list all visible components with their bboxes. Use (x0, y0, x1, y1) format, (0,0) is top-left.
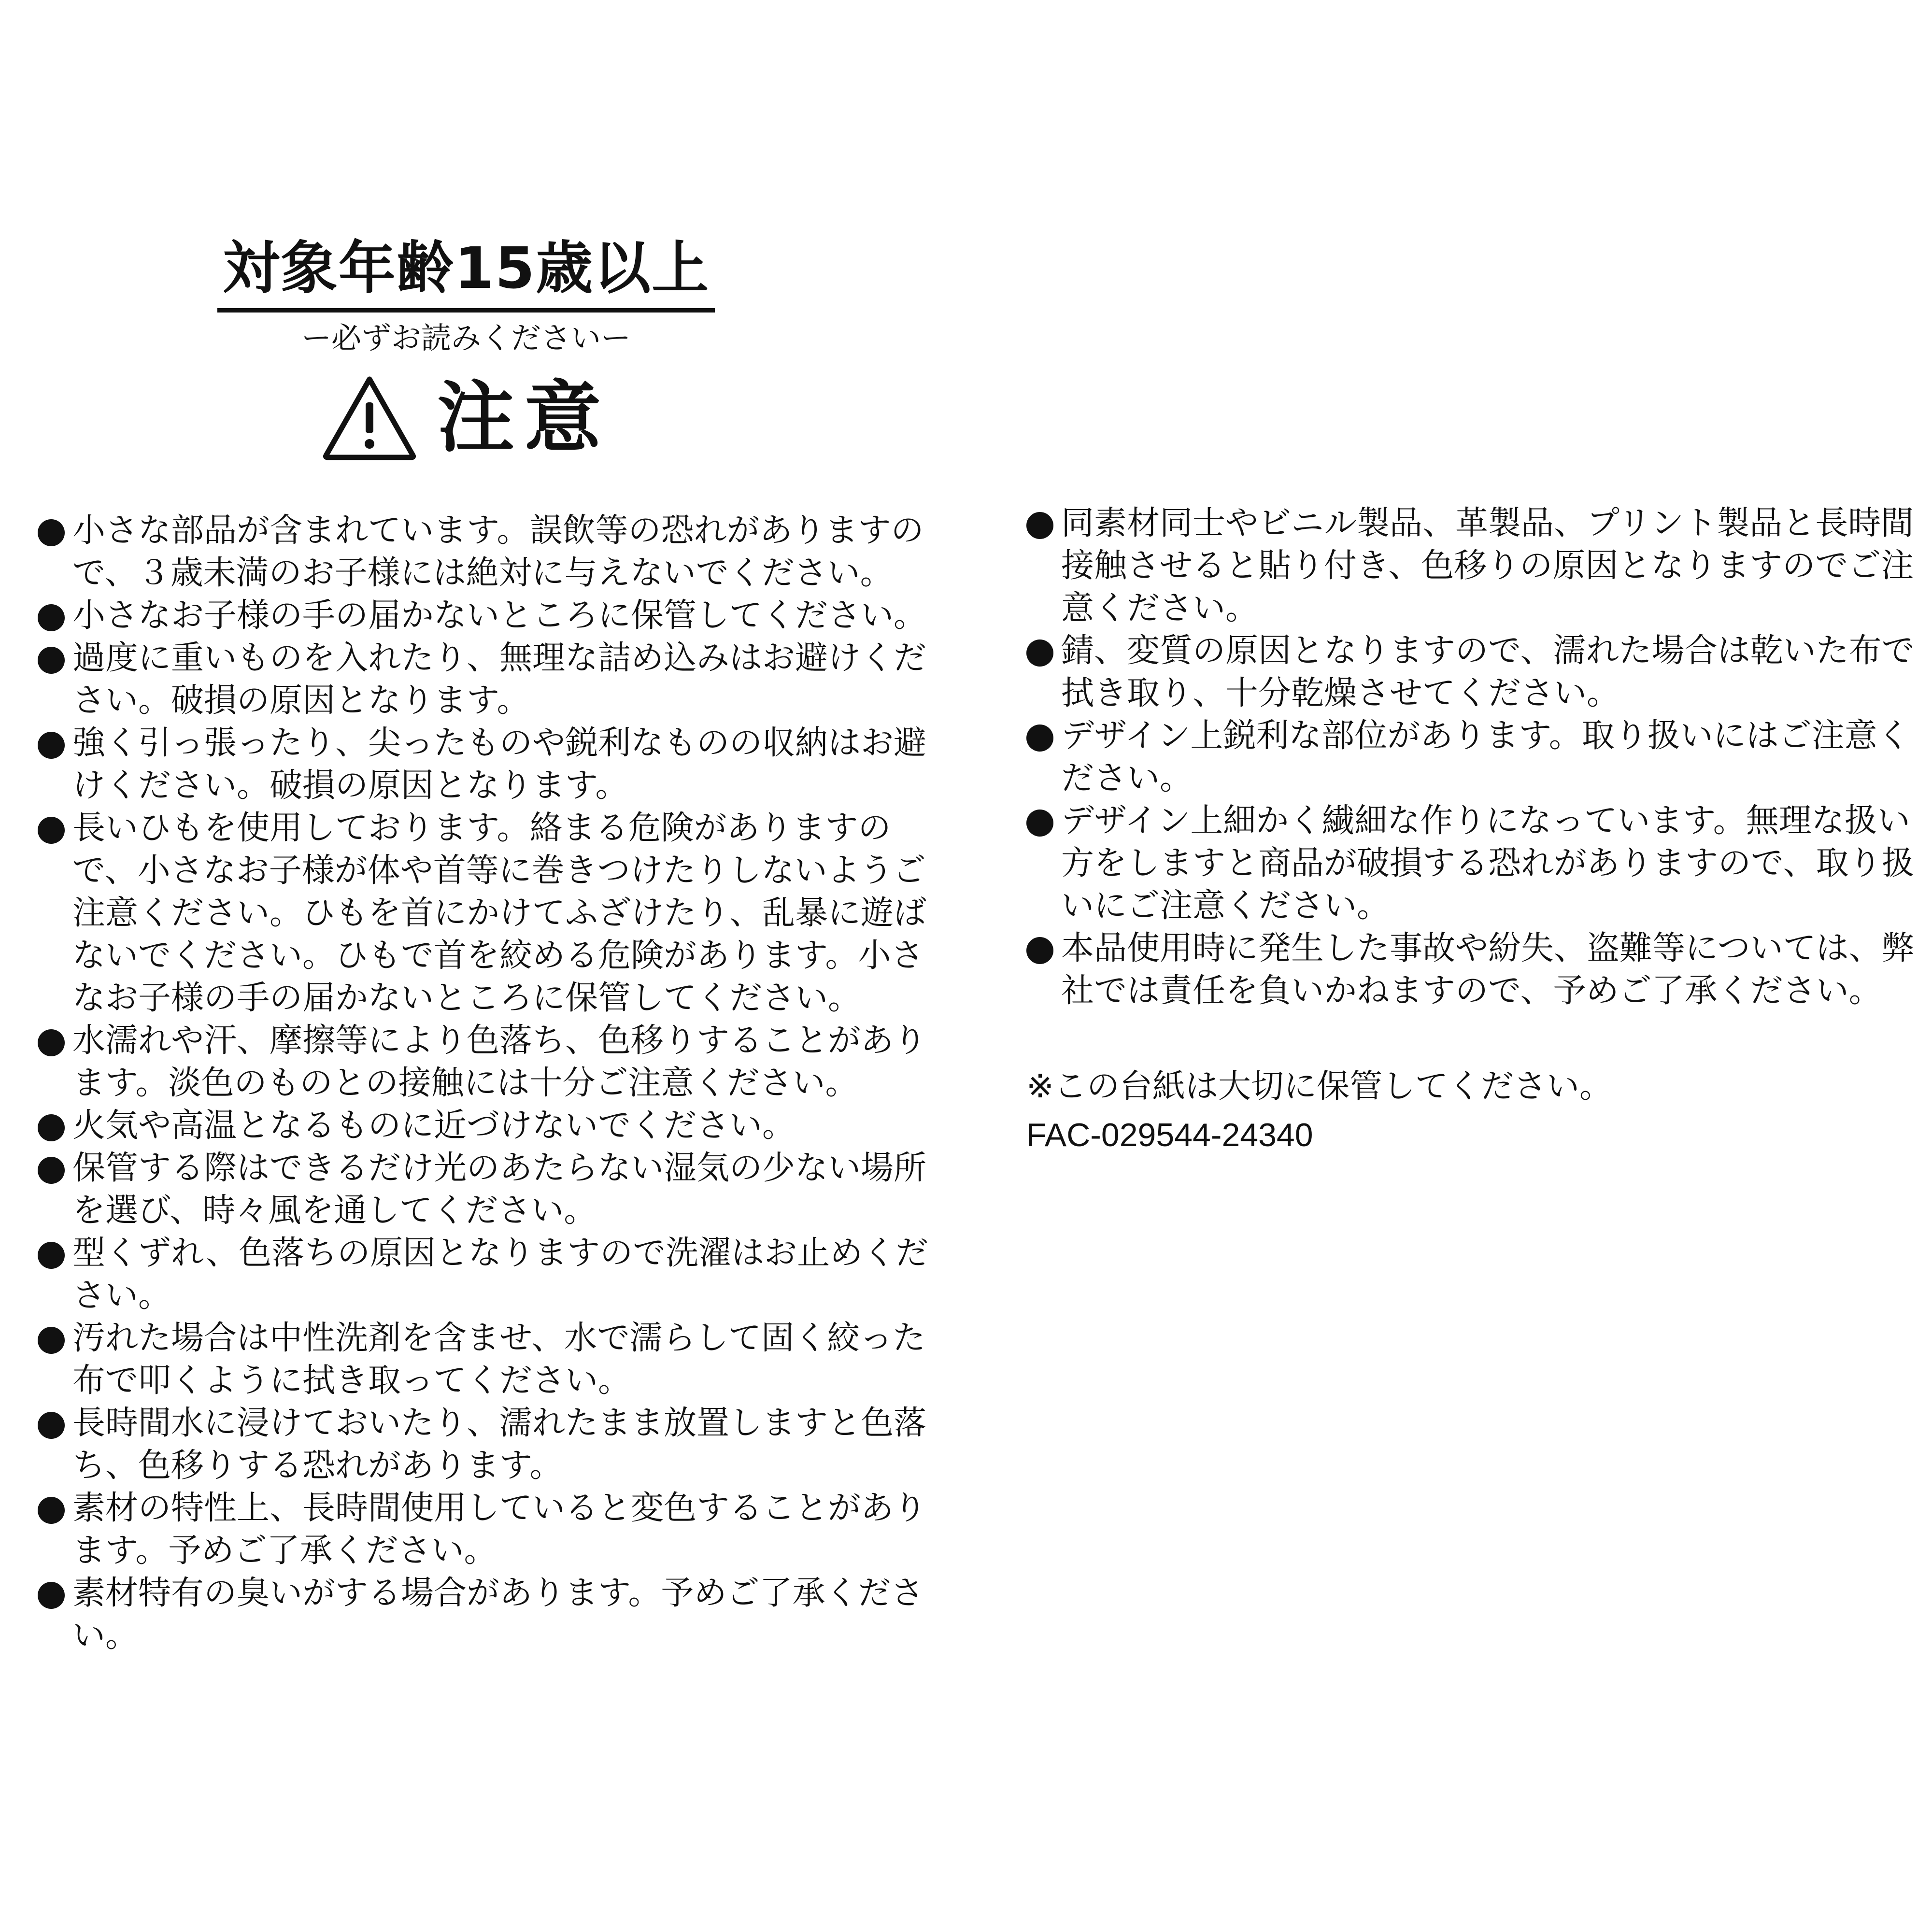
caution-item: 汚れた場合は中性洗剤を含ませ、水で濡らして固く絞った布で叩くように拭き取ってください。 (38, 1317, 941, 1402)
must-read-subtitle: ー必ずお読みくださいー (301, 320, 631, 355)
caution-item: デザイン上鋭利な部位があります。取り扱いにはご注意ください。 (1026, 715, 1915, 800)
warning-triangle-icon (321, 374, 418, 461)
caution-item: 素材の特性上、長時間使用していると変色することがあります。予めご了承ください。 (38, 1487, 941, 1572)
caution-title: 注意 (437, 372, 611, 463)
caution-item: 本品使用時に発生した事故や紛失、盗難等については、弊社では責任を負いかねますので、予めご了承ください。 (1026, 927, 1915, 1012)
age-title-underline (217, 308, 715, 313)
caution-item: 水濡れや汗、摩擦等により色落ち、色移りすることがあります。淡色のものとの接触には十分ご注意ください。 (38, 1020, 941, 1105)
caution-item: 小さな部品が含まれています。誤飲等の恐れがありますので、３歳未満のお子様には絶対に与えないでください。 (38, 510, 941, 595)
caution-item: 保管する際はできるだけ光のあたらない湿気の少ない場所を選び、時々風を通してください。 (38, 1147, 941, 1232)
caution-item: 同素材同士やビニル製品、革製品、プリント製品と長時間接触させると貼り付き、色移りの原因となりますのでご注意ください。 (1026, 502, 1915, 630)
caution-item: 型くずれ、色落ちの原因となりますので洗濯はお止めください。 (38, 1232, 941, 1317)
caution-heading (217, 369, 715, 466)
caution-item: 素材特有の臭いがする場合があります。予めご了承ください。 (38, 1572, 941, 1657)
caution-list-left (38, 510, 941, 1657)
caution-item: 錆、変質の原因となりますので、濡れた場合は乾いた布で拭き取り、十分乾燥させてください。 (1026, 630, 1915, 715)
caution-item: 強く引っ張ったり、尖ったものや鋭利なものの収納はお避けください。破損の原因となります。 (38, 722, 941, 807)
age-title: 対象年齢15歳以上 (222, 235, 710, 301)
caution-item: デザイン上細かく繊細な作りになっています。無理な扱い方をしますと商品が破損する恐れがありますので、取り扱いにご注意ください。 (1026, 800, 1915, 927)
caution-item: 長いひもを使用しております。絡まる危険がありますので、小さなお子様が体や首等に巻きつけたりしないようご注意ください。ひもを首にかけてふざけたり、乱暴に遊ばないでください。ひもで首を絞める危険があります。小さなお子様の手の届かないところに保管してください。 (38, 807, 941, 1020)
keep-card-note: ※この台紙は大切に保管してください。 (1026, 1067, 1612, 1106)
caution-list-right (1026, 502, 1915, 1156)
caution-item: 小さなお子様の手の届かないところに保管してください。 (38, 595, 941, 637)
caution-item: 火気や高温となるものに近づけないでください。 (38, 1105, 941, 1147)
header (217, 232, 715, 466)
product-code: FAC-029544-24340 (1026, 1117, 1313, 1153)
caution-item: 長時間水に浸けておいたり、濡れたまま放置しますと色落ち、色移りする恐れがあります。 (38, 1402, 941, 1487)
caution-item: 過度に重いものを入れたり、無理な詰め込みはお避けください。破損の原因となります。 (38, 637, 941, 722)
